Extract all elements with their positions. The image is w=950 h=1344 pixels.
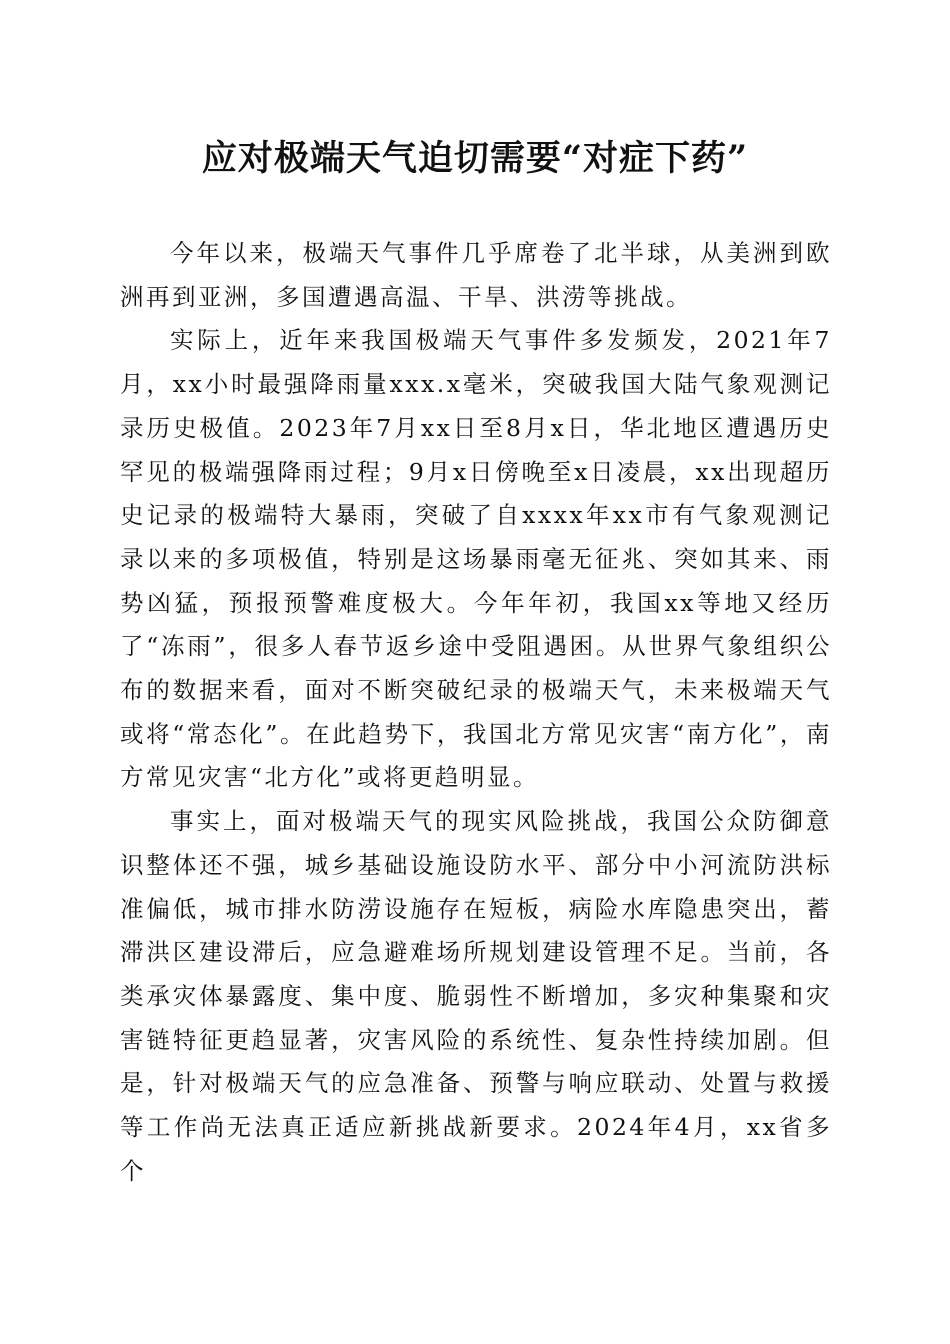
paragraph-events: 实际上，近年来我国极端天气事件多发频发，2021年7月，xx小时最强降雨量xxx.x毫米，突破我国大陆气象观测记录历史极值。2023年7月xx日至8月x日，华北地区遭遇历史罕见的极端强降雨过程；9月x日傍晚至x日凌晨，xx出现超历史记录的极端特大暴雨，突破了自xxxx年xx市有气象观测记录以来的多项极值，特别是这场暴雨毫无征兆、突如其来、雨势凶猛，预报预警难度极大。今年年初，我国xx等地又经历了“冻雨”，很多人春节返乡途中受阻遇困。从世界气象组织公布的数据来看，面对不断突破纪录的极端天气，未来极端天气或将“常态化”。在此趋势下，我国北方常见灾害“南方化”，南方常见灾害“北方化”或将更趋明显。 — [120, 326, 832, 792]
paragraph-intro: 今年以来，极端天气事件几乎席卷了北半球，从美洲到欧洲再到亚洲，多国遭遇高温、干旱、洪涝等挑战。 — [120, 239, 832, 311]
paragraph-risks: 事实上，面对极端天气的现实风险挑战，我国公众防御意识整体还不强，城乡基础设施设防水平、部分中小河流防洪标准偏低，城市排水防涝设施存在短板，病险水库隐患突出，蓄滞洪区建设滞后，应急避难场所规划建设管理不足。当前，各类承灾体暴露度、集中度、脆弱性不断增加，多灾种集聚和灾害链特征更趋显著，灾害风险的系统性、复杂性持续加剧。但是，针对极端天气的应急准备、预警与响应联动、处置与救援等工作尚无法真正适应新挑战新要求。2024年4月，xx省多个 — [120, 807, 832, 1185]
document-body — [120, 232, 832, 1193]
document-title: 应对极端天气迫切需要“对症下药” — [201, 138, 749, 179]
